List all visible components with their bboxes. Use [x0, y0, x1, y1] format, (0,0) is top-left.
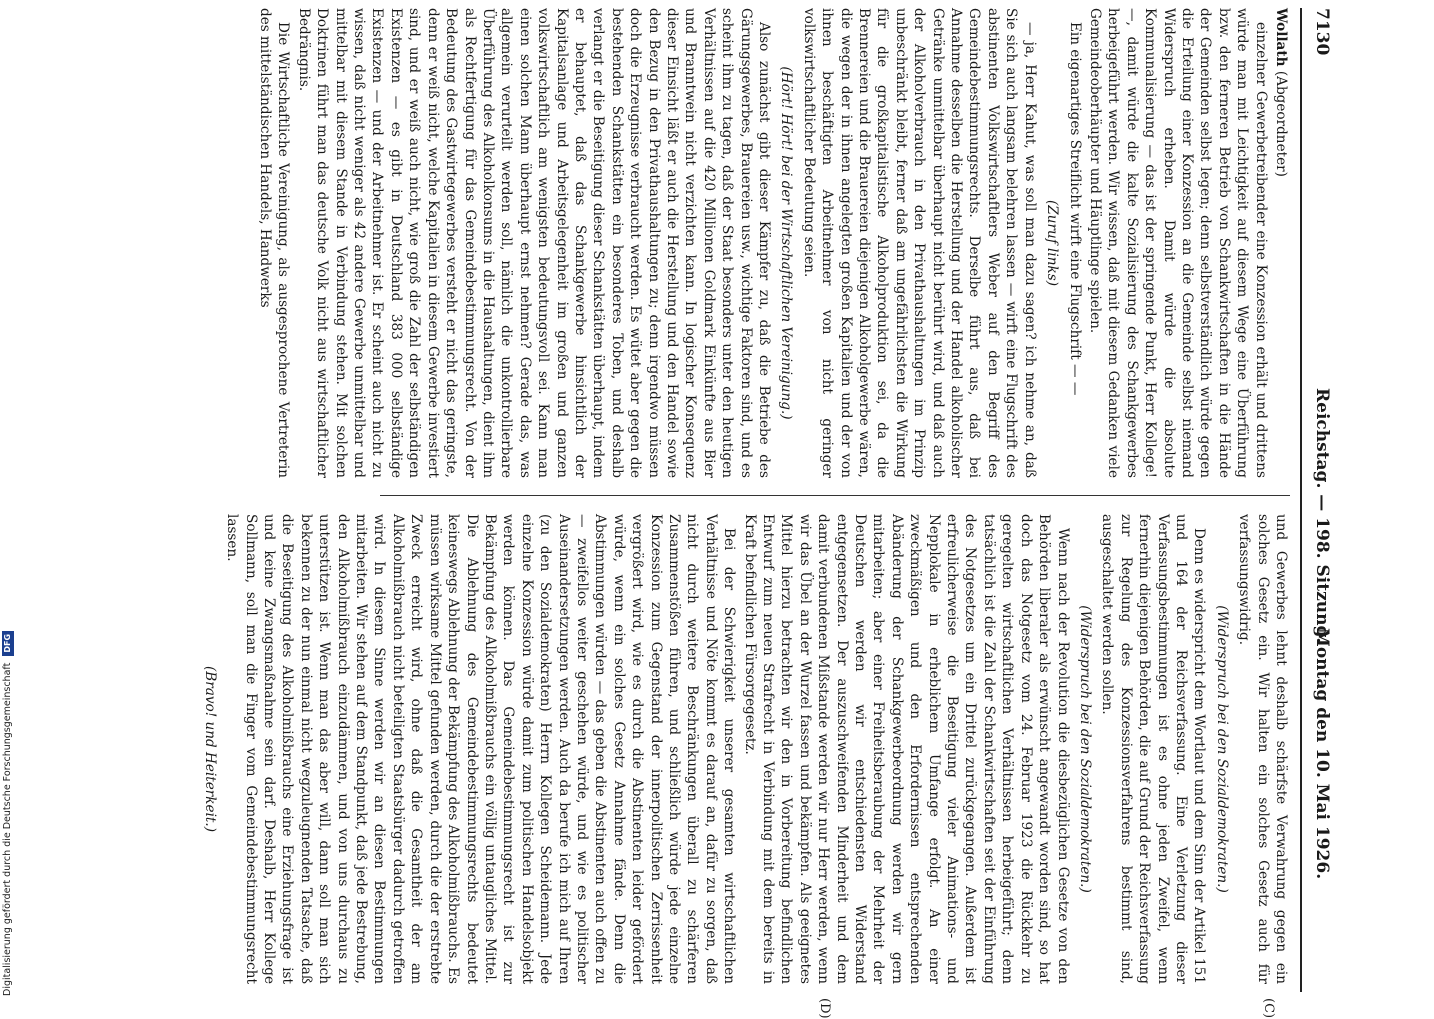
left-column [257, 8, 1290, 478]
stage-direction: (Widerspruch bei den Sozialdemokraten.) [1076, 605, 1093, 893]
credit-text: Digitalisierung gefördert durch die Deutsche Forschungsgemeinschaft [2, 662, 13, 996]
stage-direction: (Widerspruch bei den Sozialdemokraten.) [1213, 605, 1230, 893]
digitization-credit [2, 0, 16, 996]
paragraph: Wenn nach der Revolution die diesbezüglichen Gesetze von den Behörden liberaler als erwünscht angewandt worden sind, so hat doch das Notgesetz vom 24. Februar 1923 die Rückkehr zu geregelten wirtschaftlichen Verhältnissen herbeigeführt; denn tatsächlich ist die Zahl der Schankwirtschaften seit der Einführung des Notgesetzes um ein Drittel zurückgegangen. Außerdem ist erfreulicherweise die Beseitigung vieler Animations- und Nepplokale in erheblichem Umfange erfolgt. An einer zweckmäßigen und den Erfordernissen entsprechenden Abänderung der Schankgewerbeordnung werden wir gern mitarbeiten; aber einer Freiheitsberaubung der Mehrheit der Deutschen werden wir entschiedensten Widerstand entgegensetzen. Der auszuschweifenden Minderheit und dem damit verbundenen Mißstande werden wir nur Herr werden, wenn wir das Übel an der Wurzel fassen und bekämpfen. Als geeignetes Mittel hierzu betrachten wir den in Vorbereitung befindlichen Entwurf zum neuen Strafrecht in Verbindung mit dem bereits in Kraft befindlichen Fürsorgegesetz. [741, 514, 1071, 984]
speaker-name: Wollath [1273, 8, 1289, 67]
running-title: Reichstag. — 198. Sitzung. [1312, 388, 1332, 644]
margin-letter-c: (C) [1261, 998, 1276, 1019]
paragraph: Ein eigenartiges Streiflicht wirft eine Flugschrift — — [1066, 22, 1083, 396]
stage-direction: (Zuruf links) [1044, 199, 1061, 287]
speaker-line [1272, 8, 1290, 478]
stage-direction: (Hört! Hört! bei der Wirtschaftlichen Vereinigung.) [778, 66, 795, 420]
paragraph: Denn es widerspricht dem Wortlaut und dem Sinn der Artikel 151 und 164 der Reichsverfassung. Eine Verletzung dieser Verfassungsbestimmungen ist es ohne jeden Zweifel, wenn fernerhin diejenigen Behörden, die auf Grund der Reichsverfassung zur Regelung des Konzessionsverfahrens bestimmt sind, ausgeschaltet werden sollen. [1099, 514, 1208, 984]
document-page [90, 8, 1340, 1019]
stage-direction: (Bravo! und Heiterkeit.) [201, 665, 218, 833]
paragraph: Also zunächst gibt dieser Kämpfer zu, daß die Betriebe des Gärungsgewerbes, Brauereien usw., wichtige Faktoren sind, und es scheint ihm zu tagen, daß der Staat besonders unter den heutigen Verhältnissen auf die 420 Millionen Goldmark Einkünfte aus Bier und Branntwein nicht verzichten kann. In logischer Konsequenz dieser Einsicht läßt er auch die Herstellung und den Handel sowie den Bezug in den Privathaushaltungen zu; denn irgendwo müssen doch die Erzeugnisse verbraucht werden. Es wütet aber gegen die bestehenden Schankstätten ein besonderes Toben, und deshalb verlangt er die Beseitigung dieser Schankstätten überhaupt, indem er behauptet, daß das Schankgewerbe hinsichtlich der Kapitalsanlage und Arbeitsgelegenheit im großen und ganzen volkswirtschaftlich am wenigsten bedeutungsvoll sei. Kann man einen solchen Mann überhaupt ernst nehmen? Gerade das, was allgemein verurteilt werden soll, nämlich die unkontrollierbare Überführung des Alkoholkonsums in die Haushaltungen, dient ihm als Rechtfertigung für das Gemeindebestimmungsrecht. Von der Bedeutung des Gastwirtegewerbes versteht er nicht das geringste, denn er weiß nicht, welche Kapitalien in diesem Gewerbe investiert sind, und er weiß auch nicht, wie groß die Zahl der selbständigen Existenzen — es gibt in Deutschland 383 000 selbständige Existenzen — und der Arbeitnehmer ist. Er scheint auch nicht zu wissen, daß nicht weniger als 42 andere Gewerbe unmittelbar und mittelbar mit diesem Stande in Verbindung stehen. Mit solchen Doktrinen führt man das deutsche Volk nicht aus wirtschaftlicher Bedrängnis. [295, 8, 773, 478]
paragraph: und Gewerbes lehnt deshalb schärfste Verwahrung gegen ein solches Gesetz ein. Wir halten ein solches Gesetz auch für verfassungswidrig. [1236, 514, 1289, 984]
paragraph: — ja, Herr Kahut, was soll man dazu sagen? ich nehme an, daß Sie sich auch langsam belehren lassen — wirft eine Flugschrift des abstinenten Volkswirtschaftlers Weber auf den Begriff des Gemeindebestimmungsrechts. Derselbe führt aus, daß bei Annahme desselben die Herstellung und der Handel alkoholischer Getränke unmittelbar überhaupt nicht berührt wird, und daß auch der Alkoholverbrauch in den Privathaushaltungen im Prinzip unbeschränkt bleibt, ferner daß am ungefährlichsten die Wirkung für die großkapitalistische Alkoholproduktion sei, da die Brennereien und die Brauereien diejenigen Alkoholgewerbe wären, die wegen der in ihnen angelegten großen Kapitalien und der von ihnen beschäftigten Arbeitnehmer von nicht geringer volkswirtschaftlicher Bedeutung seien. [800, 8, 1038, 478]
column-divider [380, 495, 1290, 496]
paragraph: Bei der Schwierigkeit unserer gesamten wirtschaftlichen Verhältnisse und Nöte kommt es darauf an, dafür zu sorgen, daß nicht durch weitere Beschränkungen überall zu schärferen Zusammenstößen führen, und schließlich würde jede einzelne Konzession zum Gegenstand der innerpolitischen Zerrissenheit vergrößert wird, wie es durch die Abstinenten leider gefördert würde, wenn ein solches Gesetz Annahme fände. Denn die Abstimmungen würden — das geben die Abstinenten auch offen zu — zweifellos weiter geschehen würde, und wie es politischer Auseinandersetzungen werden. Auch da berufe ich mich auf Ihren (zu den Sozialdemokraten) Herrn Kollegen Scheidemann. Jede einzelne Konzession würde damit zum politischen Handelsobjekt werden können. Das Gemeindebestimmungsrecht ist zur Bekämpfung des Alkoholmißbrauchs ein völlig untaugliches Mittel. Die Ablehnung des Gemeindebestimmungsrechts bedeutet keineswegs Ablehnung der Bekämpfung des Alkoholmißbrauchs. Es müssen wirksame Mittel gefunden werden, durch die der erstrebte Zweck erreicht wird, ohne daß die Gesamtheit der am Alkoholmißbrauch nicht beteiligten Staatsbürger dadurch getroffen wird. In diesem Sinne werden wir an diesen Bestimmungen mitarbeiten. Wir stehen auf dem Standpunkt, daß jede Bestrebung, den Alkoholmißbrauch einzudämmen, und von uns durchaus zu unterstützen ist. Wenn man das aber will, dann soll man sich bekennen zu der nun einmal nicht wegzuleugnenden Tatsache, daß die Beseitigung des Alkoholmißbrauchs eine Erziehungsfrage ist und keine Zwangsmaßnahme sein darf. Deshalb, Herr Kollege Sollmann, soll man die Finger vom Gemeindebestimmungsrecht lassen. [224, 514, 738, 984]
right-column [201, 514, 1290, 984]
session-date: Montag den 10. Mai 1926. [1312, 628, 1332, 880]
paragraph: Die Wirtschaftliche Vereinigung, als ausgesprochene Vertreterin des mittelständischen Handels, Handwerks [257, 8, 292, 478]
speaker-role: (Abgeordneter) [1273, 70, 1289, 177]
page-number: 7130 [1312, 8, 1332, 56]
header-rule [1300, 8, 1302, 992]
dfg-logo: DFG [2, 631, 14, 656]
paragraph: einzelner Gewerbetreibender eine Konzession erhält und drittens würde man mit Leichtigkeit auf diesem Wege eine Überführung bzw. den ferneren Betrieb von Schankwirtschaften in die Hände der Gemeinden selbst legen; denn selbstverständlich würde gegen die Erteilung einer Konzession an die Gemeinde selbst niemand Widerspruch erheben. Damit würde die absolute Kommunalisierung — das ist der springende Punkt, Herr Kollege! —, damit würde die kalte Sozialisierung des Schankgewerbes herbeigeführt werden. Wir wissen, daß mit diesem Gedanken viele Gemeindeoberhäupter und Häuptlinge spielen. [1086, 8, 1269, 478]
margin-letter-d: (D) [817, 998, 832, 1019]
page-header [1296, 8, 1340, 992]
